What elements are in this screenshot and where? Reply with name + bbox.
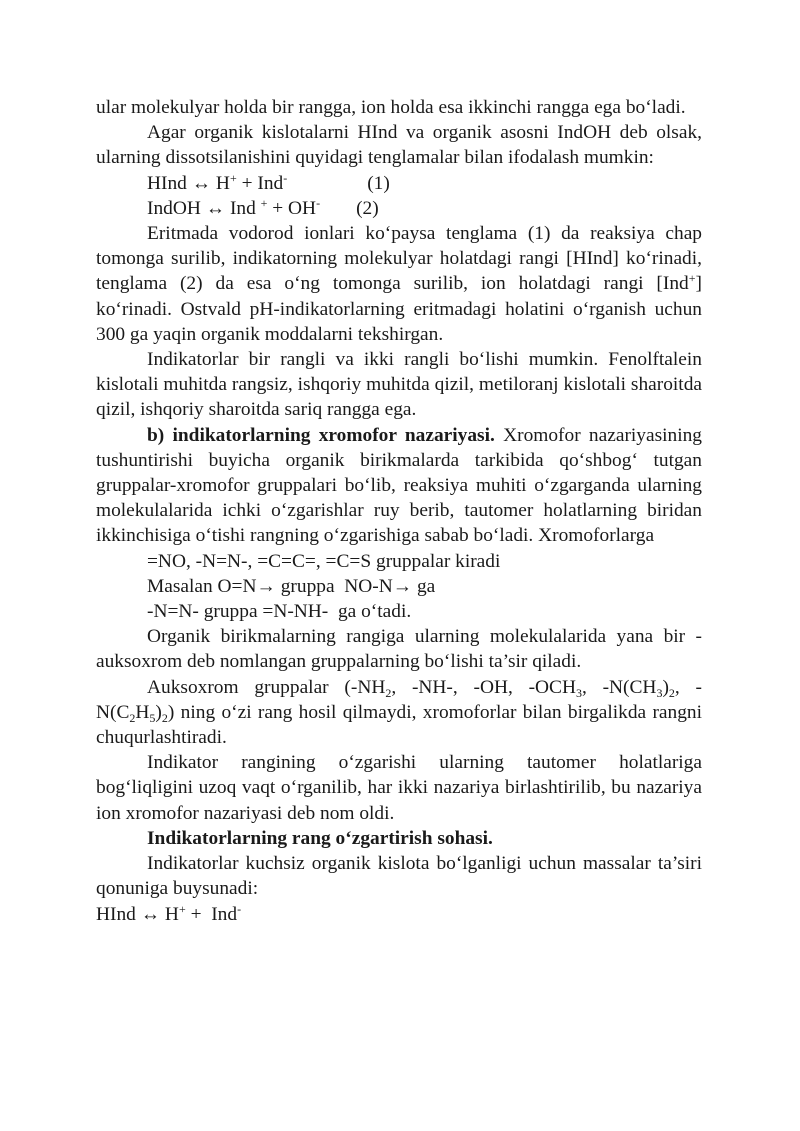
chromophore-groups-line: =NO, -N=N-, =C=C=, =C=S gruppalar kiradi — [147, 550, 501, 572]
section-heading-color-range — [96, 826, 702, 851]
equation-1-charge-minus: - — [283, 170, 288, 185]
auxo-sub-1: 2 — [385, 685, 392, 700]
equation-3-charge-plus: + — [178, 901, 186, 916]
auxo-text-5: , -N(C — [96, 676, 702, 723]
paragraph-equilibrium-text-b: ] ko‘rinadi. Ostvald pH-indikatorlarning eritmadagi holatini o‘rganish uchun 300 ga yaqin organik moddalarni tekshirgan. — [96, 273, 702, 345]
paragraph-intro: ular molekulyar holda bir rangga, ion holda esa ikkinchi rangga ega bo‘ladi. — [96, 97, 686, 118]
paragraph-chromophore-text: Xromofor nazariyasining tushuntirishi buyicha organik birikmalarda tarkibida qo‘shbog‘ tutgan gruppalar-xromofor gruppalari bo‘lib, reaksiya muhiti o‘zgarganda ularning molekulalarida ichki o‘zgarishlar ruy berib, tautomer holatlarning biridan ikkinchisiga o‘tishi rangning o‘zgarishiga sabab bo‘ladi. Xromoforlarga — [96, 424, 703, 547]
auxo-text-2: , -NH-, -OH, -OCH — [391, 676, 576, 698]
paragraph-chromophore-theory — [96, 423, 702, 549]
equation-2-charge-plus: + — [260, 195, 268, 210]
equation-1-number: (1) — [367, 172, 390, 194]
auxo-text-7: ) — [155, 701, 162, 723]
equation-1-right: + Ind — [236, 172, 284, 194]
paragraph-auxochrome-groups — [96, 675, 702, 751]
example-line-1: Masalan O=N→ gruppa NO-N→ ga — [147, 575, 436, 597]
paragraph-equilibrium — [96, 221, 702, 347]
auxo-sub-2: 3 — [575, 685, 582, 700]
equation-1-charge-plus: + — [229, 170, 237, 185]
paragraph-equilibrium-text-a: Eritmada vodorod ionlari ko‘paysa tenglama (1) da reaksiya chap tomonga surilib, indikatorning molekulyar holatdagi rangi [HInd] ko‘rinadi, tenglama (2) da esa o‘ng tomonga surilib, ion holatdagi rangi [Ind — [96, 223, 702, 295]
section-heading-chromophore: b) indikatorlarning xromofor nazariyasi. — [147, 424, 495, 446]
equation-2-charge-minus: - — [316, 195, 321, 210]
auxo-sub-7: 2 — [161, 710, 168, 725]
auxo-text-3: , -N(CH — [581, 676, 657, 698]
equation-2-number: (2) — [356, 197, 379, 219]
paragraph-dissociation: Agar organik kislotalarni HInd va organik asosni IndOH deb olsak, ularning dissotsilanishini quyidagi tenglamalar bilan ifodalash mumkin: — [96, 122, 702, 169]
auxo-text-4: ) — [662, 676, 669, 698]
equation-2-left: IndOH ↔ Ind — [147, 197, 261, 219]
auxo-sub-5: 2 — [129, 710, 136, 725]
paragraph-auxochrome-intro: Organik birikmalarning rangiga ularning molekulalarida yana bir - auksoxrom deb nomlangan gruppalarning bo‘lishi ta’sir qiladi. — [96, 626, 702, 673]
equation-3 — [96, 902, 702, 927]
auxo-text-6: H — [135, 701, 150, 723]
equation-1 — [96, 171, 702, 196]
paragraph-ion-chromophore: Indikator rangining o‘zgarishi ularning tautomer holatlariga bog‘liqligini uzoq vaqt o‘rganilib, har ikki nazariya birlashtirilib, bu nazariya ion xromofor nazariyasi deb nom oldi. — [96, 752, 702, 824]
equation-1-left: HInd ↔ H — [147, 172, 230, 194]
ind-charge-plus: + — [688, 271, 696, 286]
equation-3-charge-minus: - — [237, 901, 242, 916]
auxo-text-1: Auksoxrom gruppalar (-NH — [147, 676, 386, 698]
auxo-sub-6: 5 — [149, 710, 156, 725]
example-line-2: -N=N- gruppa =N-NH- ga o‘tadi. — [147, 601, 412, 623]
auxo-sub-3: 3 — [656, 685, 663, 700]
equation-2-right: + OH — [267, 197, 317, 219]
equation-3-right: + Ind — [185, 903, 238, 925]
auxo-sub-4: 2 — [668, 685, 675, 700]
section-heading-color-range-text: Indikatorlarning rang o‘zgartirish sohasi. — [147, 827, 493, 849]
document-page — [96, 95, 702, 927]
paragraph-indicator-colors: Indikatorlar bir rangli va ikki rangli bo‘lishi mumkin. Fenolftalein kislotali muhitda rangsiz, ishqoriy muhitda qizil, metiloranj kislotali sharoitda qizil, ishqoriy sharoitda sariq rangga ega. — [96, 349, 702, 421]
paragraph-mass-action: Indikatorlar kuchsiz organik kislota bo‘lganligi uchun massalar ta’siri qonuniga buysunadi: — [96, 853, 702, 900]
auxo-text-8: ) ning o‘zi rang hosil qilmaydi, xromoforlar bilan birgalikda rangni chuqurlashtiradi. — [96, 701, 702, 749]
equation-3-left: HInd ↔ H — [96, 903, 179, 925]
equation-2 — [96, 196, 702, 221]
